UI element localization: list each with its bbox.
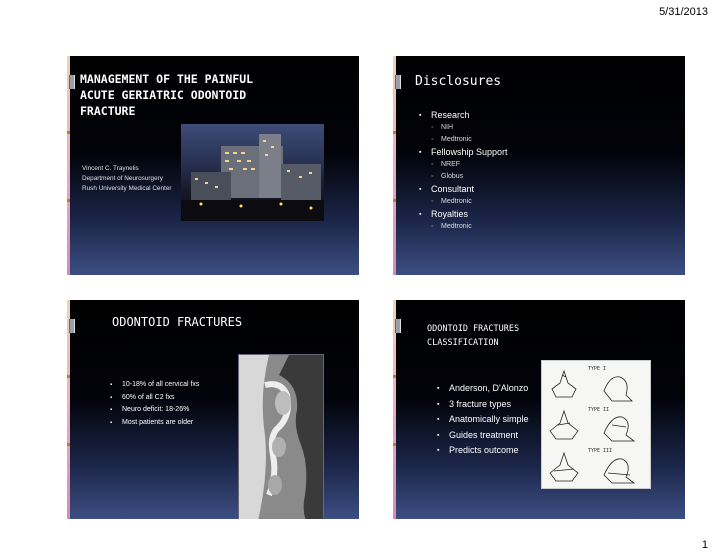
list-item: ▪ Most patients are older (110, 417, 199, 430)
list-subitem: ◦ Globus (419, 171, 508, 183)
hospital-photo (181, 124, 324, 221)
author-department: Department of Neurosurgery (82, 175, 163, 182)
slide-bar-marker (395, 319, 401, 333)
rail-marker (67, 443, 70, 446)
rail-marker (393, 199, 396, 202)
rail-marker (393, 443, 396, 446)
slide-title-text (427, 322, 519, 350)
fracture-types-diagram (541, 360, 651, 489)
title-line: FRACTURE (80, 104, 136, 118)
list-item: ▪ Research (419, 109, 508, 122)
list-subitem: ◦ Medtronic (419, 196, 508, 208)
rail-marker (393, 131, 396, 134)
slide-bar-marker (395, 75, 401, 89)
rail-marker (67, 199, 70, 202)
fact-list (110, 379, 199, 429)
list-subitem: ◦ NREF (419, 159, 508, 171)
list-item: ▪ 3 fracture types (437, 397, 529, 413)
slide-title-text: Disclosures (415, 74, 502, 89)
disclosure-list (419, 109, 508, 233)
slide-title-text: ODONTOID FRACTURES (112, 315, 243, 329)
classification-list (437, 381, 529, 459)
rail-marker (67, 131, 70, 134)
rail-marker (393, 375, 396, 378)
title-line: ODONTOID FRACTURES (427, 324, 520, 334)
list-item: ▪ Fellowship Support (419, 146, 508, 159)
list-item: ▪ Consultant (419, 183, 508, 196)
xray-image (238, 354, 324, 519)
slide-bar-marker (69, 75, 75, 89)
rail-marker (67, 375, 70, 378)
list-subitem: ◦ NIH (419, 122, 508, 134)
page-date: 5/31/2013 (659, 6, 708, 18)
slide-title-text (80, 71, 300, 119)
title-line: CLASSIFICATION (427, 338, 499, 348)
author-block (82, 164, 172, 194)
title-line: MANAGEMENT OF THE PAINFUL (80, 72, 254, 86)
slide-title (67, 56, 359, 275)
list-item: ▪ Predicts outcome (437, 443, 529, 459)
author-institution: Rush University Medical Center (82, 185, 172, 192)
list-item: ▪ 10-18% of all cervical fxs (110, 379, 199, 392)
list-item: ▪ Anatomically simple (437, 412, 529, 428)
list-subitem: ◦ Medtronic (419, 221, 508, 233)
title-line: ACUTE GERIATRIC ODONTOID (80, 88, 247, 102)
author-name: Vincent C. Traynelis (82, 165, 139, 172)
list-item: ▪ Guides treatment (437, 428, 529, 444)
list-item: ▪ Neuro deficit: 18-26% (110, 404, 199, 417)
list-item: ▪ Anderson, D'Alonzo (437, 381, 529, 397)
list-item: ▪ 60% of all C2 fxs (110, 392, 199, 405)
slide-classification (393, 300, 685, 519)
diagram-label: TYPE I (588, 366, 607, 372)
slide-disclosures (393, 56, 685, 275)
diagram-label: TYPE II (588, 407, 610, 413)
list-subitem: ◦ Medtronic (419, 134, 508, 146)
list-item: ▪ Royalties (419, 208, 508, 221)
page-number: 1 (701, 539, 708, 551)
diagram-label: TYPE III (588, 448, 613, 454)
slide-bar-marker (69, 319, 75, 333)
slide-odontoid-fractures (67, 300, 359, 519)
